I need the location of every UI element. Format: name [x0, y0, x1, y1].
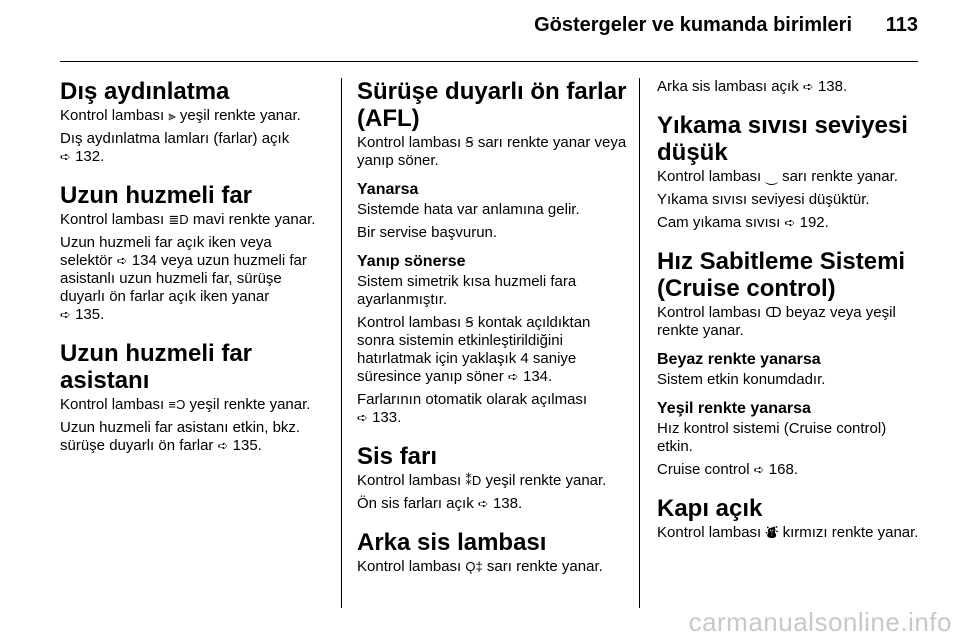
- page-ref-icon: ➪: [477, 496, 489, 511]
- cruise-control-icon: ↀ: [765, 305, 782, 320]
- subheading: Yeşil renkte yanarsa: [657, 400, 811, 417]
- rear-fog-icon: Ǫ‡: [465, 559, 483, 574]
- page-ref-icon: ➪: [116, 253, 128, 268]
- high-beam-assist-icon: ≡Ɔ: [168, 397, 186, 412]
- paragraph: Farlarının otomatik olarak açılması ➪ 133.: [357, 391, 588, 426]
- paragraph: Kontrol lambası ↀ beyaz veya yeşil renkte yanar.: [657, 304, 896, 339]
- column-3: [657, 78, 925, 542]
- door-open-icon: ⛇: [765, 525, 779, 540]
- afl-icon: Ꞩ: [465, 315, 474, 330]
- section-heading: Uzun huzmeli far: [60, 182, 253, 209]
- paragraph: Kontrol lambası ⛇ kırmızı renkte yanar.: [657, 524, 919, 541]
- section-heading: Arka sis lambası: [357, 529, 547, 556]
- section-heading: Hız Sabitleme Sistemi (Cruise control): [657, 248, 906, 302]
- paragraph: Uzun huzmeli far asistanı etkin, bkz. sürüşe duyarlı ön farlar ➪ 135.: [60, 419, 301, 454]
- subheading: Yanarsa: [357, 181, 419, 198]
- page-ref-icon: ➪: [60, 307, 71, 322]
- section-heading: Yıkama sıvısı seviyesi düşük: [657, 112, 908, 166]
- exterior-light-icon: ⫸: [168, 108, 176, 123]
- section-heading: Dış aydınlatma: [60, 78, 230, 105]
- column-divider: [341, 78, 342, 608]
- paragraph: Kontrol lambası ≣D mavi renkte yanar.: [60, 211, 316, 228]
- subheading: Beyaz renkte yanarsa: [657, 351, 821, 368]
- page-ref-icon: ➪: [217, 438, 229, 453]
- column-divider: [639, 78, 640, 608]
- paragraph: Kontrol lambası Ꞩ sarı renkte yanar veya yanıp söner.: [357, 134, 627, 169]
- paragraph: Hız kontrol sistemi (Cruise control) etkin.: [657, 420, 887, 455]
- paragraph: Kontrol lambası Ǫ‡ sarı renkte yanar.: [357, 558, 603, 575]
- section-heading: Sis farı: [357, 443, 438, 470]
- fog-light-icon: ⁑D: [465, 473, 482, 488]
- paragraph: Yıkama sıvısı seviyesi düşüktür.: [657, 191, 870, 208]
- paragraph: Kontrol lambası ≡Ɔ yeşil renkte yanar.: [60, 396, 311, 413]
- page-ref-icon: ➪: [507, 369, 519, 384]
- page-ref-icon: ➪: [60, 149, 71, 164]
- section-heading: Sürüşe duyarlı ön farlar (AFL): [357, 78, 627, 132]
- header-title: Göstergeler ve kumanda birimleri: [534, 14, 852, 36]
- page-ref-icon: ➪: [357, 410, 368, 425]
- paragraph: Uzun huzmeli far açık iken veya selektör ➪ 134 veya uzun huzmeli far asistanlı uzun huzmeli far, sürüşe duyarlı ön farlar açık iken yanar ➪ 135.: [60, 234, 307, 323]
- paragraph: Kontrol lambası ⫸ yeşil renkte yanar.: [60, 107, 301, 124]
- paragraph: Cruise control ➪ 168.: [657, 461, 798, 478]
- page-number: 113: [885, 14, 918, 36]
- section-heading: Uzun huzmeli far asistanı: [60, 340, 253, 394]
- washer-fluid-icon: ⏝: [765, 169, 778, 184]
- high-beam-icon: ≣D: [168, 212, 189, 227]
- paragraph: Ön sis farları açık ➪ 138.: [357, 495, 523, 512]
- paragraph: Arka sis lambası açık ➪ 138.: [657, 78, 848, 95]
- watermark: carmanualsonline.info: [688, 607, 952, 637]
- paragraph: Kontrol lambası ⏝ sarı renkte yanar.: [657, 168, 898, 185]
- page-ref-icon: ➪: [753, 462, 765, 477]
- paragraph: Kontrol lambası ⁑D yeşil renkte yanar.: [357, 472, 607, 489]
- page-ref-icon: ➪: [802, 79, 814, 94]
- paragraph: Dış aydınlatma lamları (farlar) açık ➪ 132.: [60, 130, 290, 165]
- afl-icon: Ꞩ: [465, 135, 474, 150]
- paragraph: Sistem etkin konumdadır.: [657, 371, 826, 388]
- paragraph: Sistemde hata var anlamına gelir.: [357, 201, 580, 218]
- paragraph: Cam yıkama sıvısı ➪ 192.: [657, 214, 829, 231]
- page-ref-icon: ➪: [784, 215, 796, 230]
- subheading: Yanıp sönerse: [357, 253, 466, 270]
- paragraph: Kontrol lambası Ꞩ kontak açıldıktan sonra sistemin etkinleştirildiğini hatırlatmak için yaklaşık 4 saniye süresince yanıp söner ➪ 134.: [357, 314, 591, 385]
- section-heading: Kapı açık: [657, 495, 763, 522]
- header-rule: [60, 61, 918, 62]
- paragraph: Bir servise başvurun.: [357, 224, 498, 241]
- column-1: [60, 78, 328, 455]
- paragraph: Sistem simetrik kısa huzmeli fara ayarlanmıştır.: [357, 273, 577, 308]
- column-2: [357, 78, 627, 576]
